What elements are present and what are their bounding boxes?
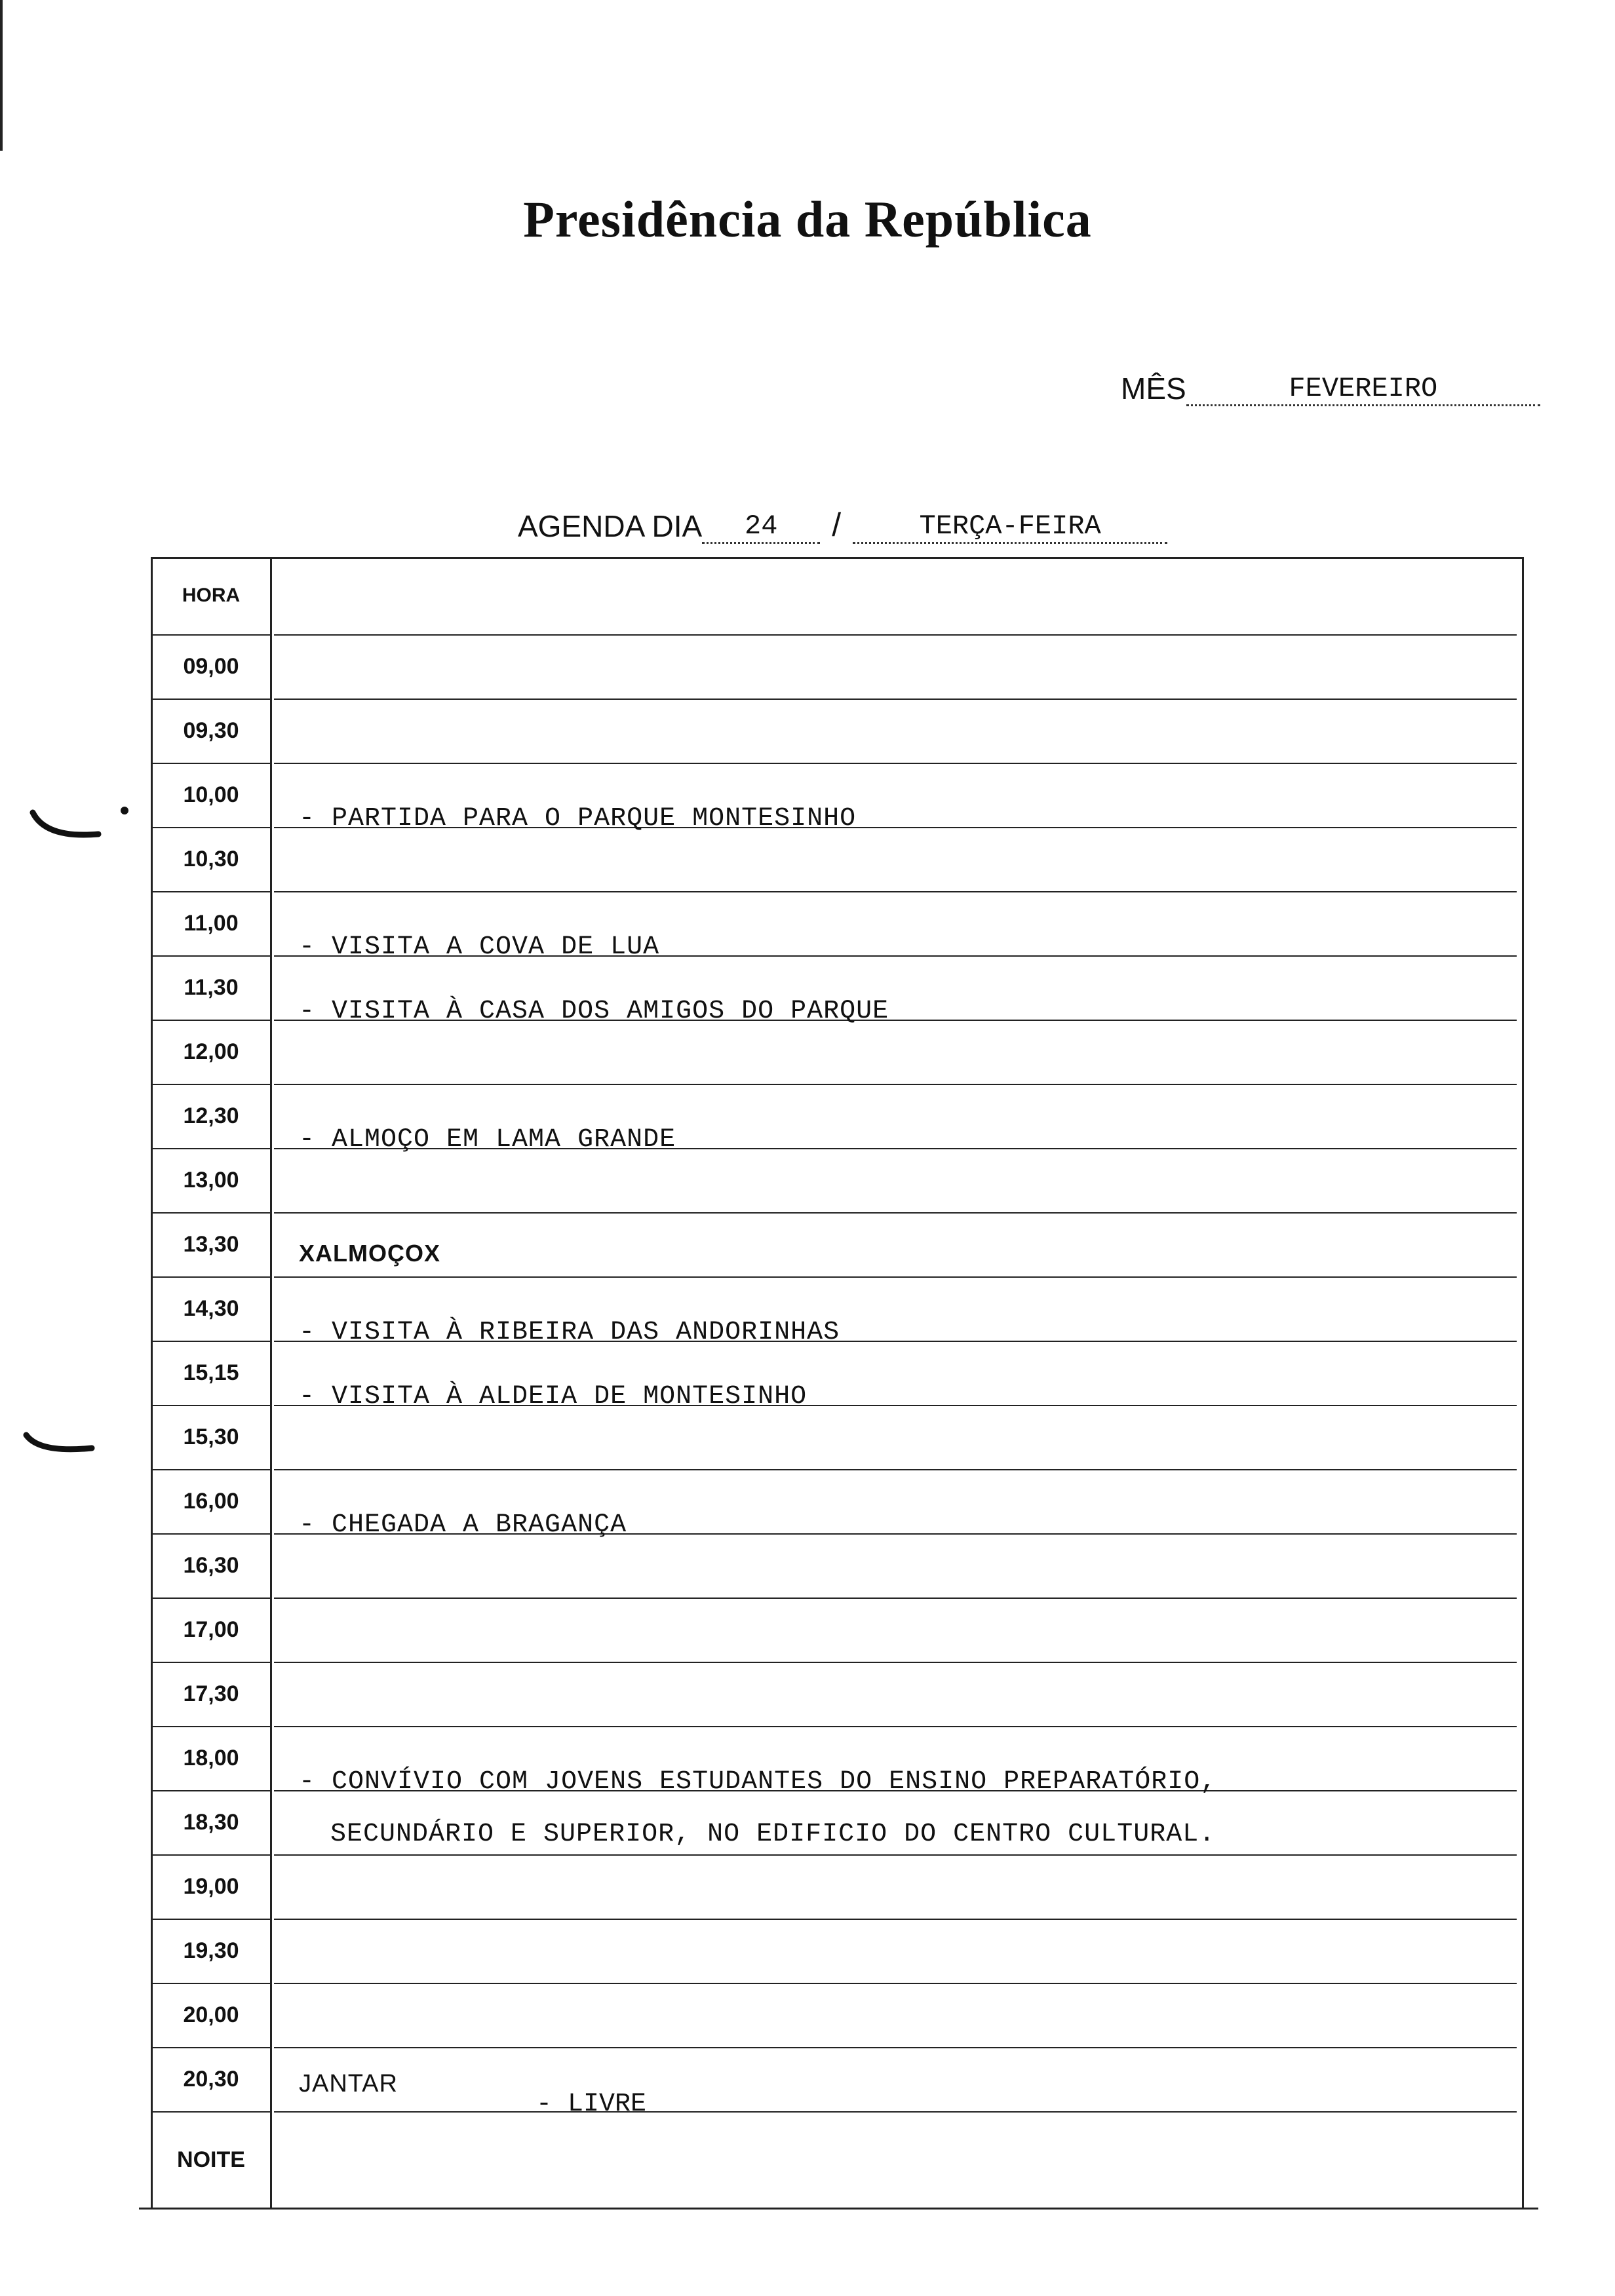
table-row	[139, 1919, 1522, 1983]
table-row	[139, 1020, 1522, 1084]
event-cell	[274, 1084, 1517, 1155]
hour-cell: 16,00	[152, 1469, 270, 1535]
agenda-day: 24	[702, 510, 820, 544]
event-text: - PARTIDA PARA O PARQUE MONTESINHO	[299, 804, 857, 833]
event-cell	[274, 1148, 1517, 1214]
event-cell	[274, 1212, 1517, 1278]
month-field	[1121, 354, 1540, 406]
table-row	[139, 955, 1522, 1026]
event-cell	[274, 1983, 1517, 2048]
agenda-weekday: TERÇA-FEIRA	[853, 510, 1167, 544]
event-cell	[274, 1598, 1517, 1663]
table-row	[139, 634, 1522, 698]
margin-bracket-mark-lower	[20, 1422, 105, 1468]
event-cell	[274, 1533, 1517, 1599]
hour-cell: 15,15	[152, 1341, 270, 1406]
page-edge-line	[0, 0, 3, 151]
hour-cell: 14,30	[152, 1276, 270, 1342]
event-cell	[274, 1662, 1517, 1727]
event-cell	[274, 2047, 1517, 2119]
event-text: - VISITA À ALDEIA DE MONTESINHO	[299, 1382, 808, 1411]
table-row	[139, 2111, 1522, 2208]
table-row	[139, 1598, 1522, 1662]
table-row	[139, 698, 1522, 763]
hour-cell: 09,30	[152, 698, 270, 764]
event-cell	[274, 1469, 1517, 1540]
table-row	[139, 1854, 1522, 1919]
event-cell	[274, 1919, 1517, 1984]
page-title: Presidência da República	[523, 191, 1092, 248]
hour-cell: 11,00	[152, 891, 270, 957]
event-cell	[274, 2111, 1517, 2208]
hour-cell: 15,30	[152, 1405, 270, 1470]
margin-bracket-mark-upper	[26, 803, 131, 855]
table-row	[139, 763, 1522, 833]
agenda-separator: /	[832, 507, 842, 543]
hour-cell: 10,00	[152, 763, 270, 828]
hour-cell: 17,00	[152, 1598, 270, 1663]
hour-cell: 20,30	[152, 2047, 270, 2113]
hour-cell: 10,30	[152, 827, 270, 892]
table-row	[139, 1341, 1522, 1411]
hour-cell: 12,30	[152, 1084, 270, 1149]
agenda-date-field	[518, 491, 1167, 544]
event-extra-text: - LIVRE	[536, 2090, 647, 2119]
hour-cell: 12,00	[152, 1020, 270, 1085]
table-row	[139, 1469, 1522, 1540]
agenda-table	[139, 557, 1535, 2210]
table-row	[139, 1276, 1522, 1347]
hour-cell: 13,30	[152, 1212, 270, 1278]
event-cell	[274, 955, 1517, 1026]
hour-cell: 09,00	[152, 634, 270, 700]
event-cell	[274, 698, 1517, 764]
event-text: - VISITA À CASA DOS AMIGOS DO PARQUE	[299, 997, 889, 1026]
event-text: - VISITA A COVA DE LUA	[299, 932, 660, 962]
hour-cell: NOITE	[177, 2147, 245, 2172]
event-cell	[274, 634, 1517, 700]
hour-cell: 18,00	[152, 1726, 270, 1791]
event-text: - ALMOÇO EM LAMA GRANDE	[299, 1125, 676, 1155]
hour-cell: 16,30	[152, 1533, 270, 1599]
hour-cell: 11,30	[152, 955, 270, 1021]
event-text: JANTAR	[299, 2070, 398, 2097]
event-cell	[274, 1854, 1517, 1920]
agenda-label: AGENDA DIA	[518, 509, 703, 543]
table-bottom-border	[139, 2208, 1538, 2210]
hour-cell: 18,30	[152, 1790, 270, 1856]
month-value: FEVEREIRO	[1186, 373, 1540, 406]
event-cell	[274, 891, 1517, 962]
table-row	[139, 1983, 1522, 2047]
event-cell	[274, 1276, 1517, 1347]
hour-cell: 13,00	[152, 1148, 270, 1214]
event-cell	[274, 827, 1517, 892]
event-column-header	[274, 557, 1517, 636]
table-row	[139, 1790, 1522, 1854]
table-right-border	[1522, 557, 1524, 2210]
hour-cell: 17,30	[152, 1662, 270, 1727]
event-cell	[274, 1020, 1517, 1085]
table-header-row	[139, 557, 1522, 634]
month-label: MÊS	[1121, 372, 1186, 406]
table-row	[139, 1212, 1522, 1276]
event-text: - CHEGADA A BRAGANÇA	[299, 1510, 627, 1540]
hour-cell: 20,00	[152, 1983, 270, 2048]
table-row	[139, 891, 1522, 962]
event-cell	[274, 1790, 1517, 1856]
event-text: - CONVÍVIO COM JOVENS ESTUDANTES DO ENSINO PREPARATÓRIO,	[299, 1767, 1217, 1797]
event-cell	[274, 763, 1517, 833]
table-row	[139, 1405, 1522, 1469]
table-row	[139, 1148, 1522, 1212]
event-cell	[274, 1726, 1517, 1797]
event-text-continuation: SECUNDÁRIO E SUPERIOR, NO EDIFICIO DO CENTRO CULTURAL.	[330, 1820, 1216, 1849]
event-cell	[274, 1405, 1517, 1470]
table-row	[139, 1726, 1522, 1797]
table-row	[139, 827, 1522, 891]
hour-column-header: HORA	[152, 557, 270, 636]
hour-cell: 19,00	[152, 1854, 270, 1920]
table-row	[139, 2047, 1522, 2119]
table-row	[139, 1533, 1522, 1598]
hour-cell: 19,30	[152, 1919, 270, 1984]
table-row	[139, 1662, 1522, 1726]
event-text: - VISITA À RIBEIRA DAS ANDORINHAS	[299, 1318, 840, 1347]
struck-event-text: XALMOÇOX	[299, 1240, 441, 1267]
event-cell	[274, 1341, 1517, 1411]
table-row	[139, 1084, 1522, 1155]
